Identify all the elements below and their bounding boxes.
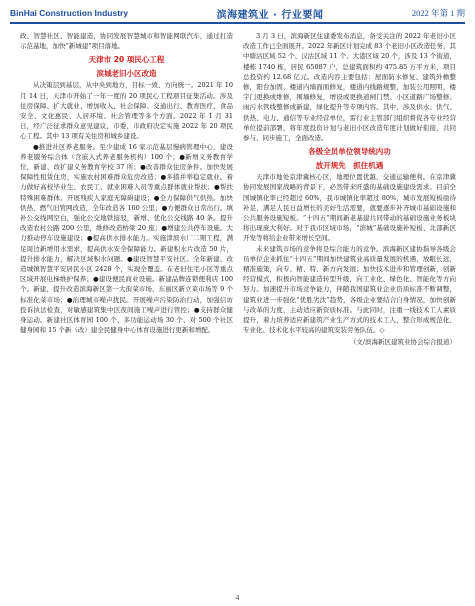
left-paragraph-3: ●推进社区养老服务。至少建成 16 家示范基层慢病管理中心，建设养老服务综合体（含嵌入式养老服务机构）100 个；●新增义务教育学位，新建、改扩建义务教育学校 37 所；●改善群众住房条件。加快发展保障性租赁住房，实施农村困难群众危房改造；●多措并举稳定就业。着力做好高校毕业生、农民工、就业困难人员等重点群体就业帮扶；●帮扶特殊困难群体。开展残疾人家庭无障碍建设；●全力保障供气供热。加快供热、燃气旧管网改造，全年改造各 100 公里；●方便群众日常出行。填补公交线网空白，强化公交地铁接驳，新增、优化公交线路 40 条。提升改造农村公路 200 公里，维修改造桥梁 20 座；●增建公共停车设施。大力推动停车设施建设；●提高供水排水能力。实施津滨水厂二期工程，满足周边新增用水需求，提高供水安全保障能力。新建积水片改造 50 片，提升排水能力，解决区域积水问题。●建设智慧平安社区。全年新建、改造城镇智慧平安居民小区 2428 个，实现全覆盖。在老旧住宅小区等重点区域开展电梯维护保养；●建设便民商业设施。新建品牌连锁便利店 100 个。新建、提升改造滨海新区第一大街菜市场、东丽区新立菜市场等 9 个标准化菜市场；●治理城市噪声扰民。开展噪声污染防治行动，加强信访投诉执法检查，对敏感建筑集中区夜间施工噪声进行管控；●支持群众健身运动。新建社区体育园 100 个、多功能运动场 30 个、对 500 个社区健身园和 15 个新（改）建全民健身中心体育设施进行更新和增配。: [20, 142, 233, 335]
section-subheading-2: 放开规先 抓住机遇: [315, 161, 384, 171]
header-title-cn: 滨海建筑业 · 行业要闻: [216, 9, 324, 21]
header-title-en: BinHai Construction Industry: [10, 8, 129, 18]
right-paragraph-3: 未来建筑市场的竞争将是综合能力的竞争。滨海新区建协指导各级会员单位企业抓住“十四五”期间加快建筑业高质量发展的机遇，放眼长远，精准施策，向专、精、特、新方向发展；加快技术进步和管理创新，创新经营模式，积极向智能建造转型升级，向工业化、绿色化、智能化等方向努力。加速提升市场竞争能力，伴随我国建筑业企业资质标准不断调整，建筑业进一步强化“优胜劣汰”趋势，各级企业要结合自身情况，加快创新与改革的力度，主动适应新资质标准。与此同时，注重一线技术工人素质提升，着力培养适应新建筑产业生产方式的技术工人，整合形成规范化、专业化、技术化水平较高的建筑安装劳务队伍。◇: [243, 244, 456, 335]
page-number: 4: [235, 594, 240, 602]
section-heading-2: 各级全员单位领导统内功: [308, 147, 391, 157]
section-heading-1: 天津市 20 项民心工程: [88, 55, 165, 65]
article-signature: （文/滨海新区建筑业协会综合报道）: [349, 338, 456, 347]
left-paragraph-1: 政、智慧社区、智能建造，协同发展智慧城市和智能网联汽车，通过打造示范基地，加快“新城建”项目落地。: [20, 32, 233, 51]
header-issue: 2022 年第 1 期: [411, 8, 465, 18]
section-subheading-1: 滨城老旧小区改造: [96, 69, 157, 79]
page-header: [10, 4, 465, 24]
right-paragraph-2: 天津市地处京津冀核心区，地理位置优越，交通运输便利。在京津冀协同发展国家战略的背景下，必然带来旺盛的基础设施建设需求。目前全国城镇化率已经超过 60%，我市城镇化率超过 80%，城市发展短板亟待补足，满足人民日益增长的美好生活需要，就要逐步补齐城市基础设施和公共服务设施短板。“十四五”期间新老基建共同带动的基础设施业务板块将出现庞大利好。对于我市区域市场，“滨城”基础设施补短板、北部新区开发等将给企业带来增长空间。: [243, 173, 456, 243]
right-column: [243, 31, 456, 348]
right-paragraph-1: 3 月 3 日，滨海新区住建委发布消息，备受关注的 2022 年老旧小区改造工作已全面展开。2022 年新区计划完成 83 个老旧小区改造任务，其中塘沽区域 52 个、汉沽区域 11 个、大港区域 20 个，涉及 13 个街道，楼栋 1740 栋，居民 65087 户，总建筑面积约 475.85 万平方米，项目总投资约 12.68 亿元。改造内容主要包括：屋面防水修复、建筑外檐整修，阳台加固、楼道内墙面面修复，楼道内线路规整，加装公用照明，楼宇门更换或维修，围墙修复，增设或更换道闸门禁、小区道路广场整修、雨污水管线整修或新建，绿化提升等专项内容。其中，涉及供水、供气、供热、电力、通信等专业经营单位，雷行业主管部门组织督促各专业经营单位提前部署，将年度投资计划与老旧小区改造年度计划做好衔接，共同参与、同步施工，全面改造。: [243, 32, 457, 143]
left-paragraph-2: 从决策层到基层，从中央到地方，目标一致、方向统一。2021 年 10 月 14 日，天津市开始了一年一度的 20 项民心工程项目征集活动。涉及住房保障、扩大就业、增加收入、社会保障、交通出行、教育医疗、食品安全、文化惠民、人居环境、社会管理等多个方面。2022 年 1 月 31 日，经广泛征求群众意见建议，市委、市政府决定实施 2022 年 20 项民心工程。其中 13 项有关住房和城乡建设。: [20, 81, 233, 141]
left-column: [20, 31, 233, 335]
